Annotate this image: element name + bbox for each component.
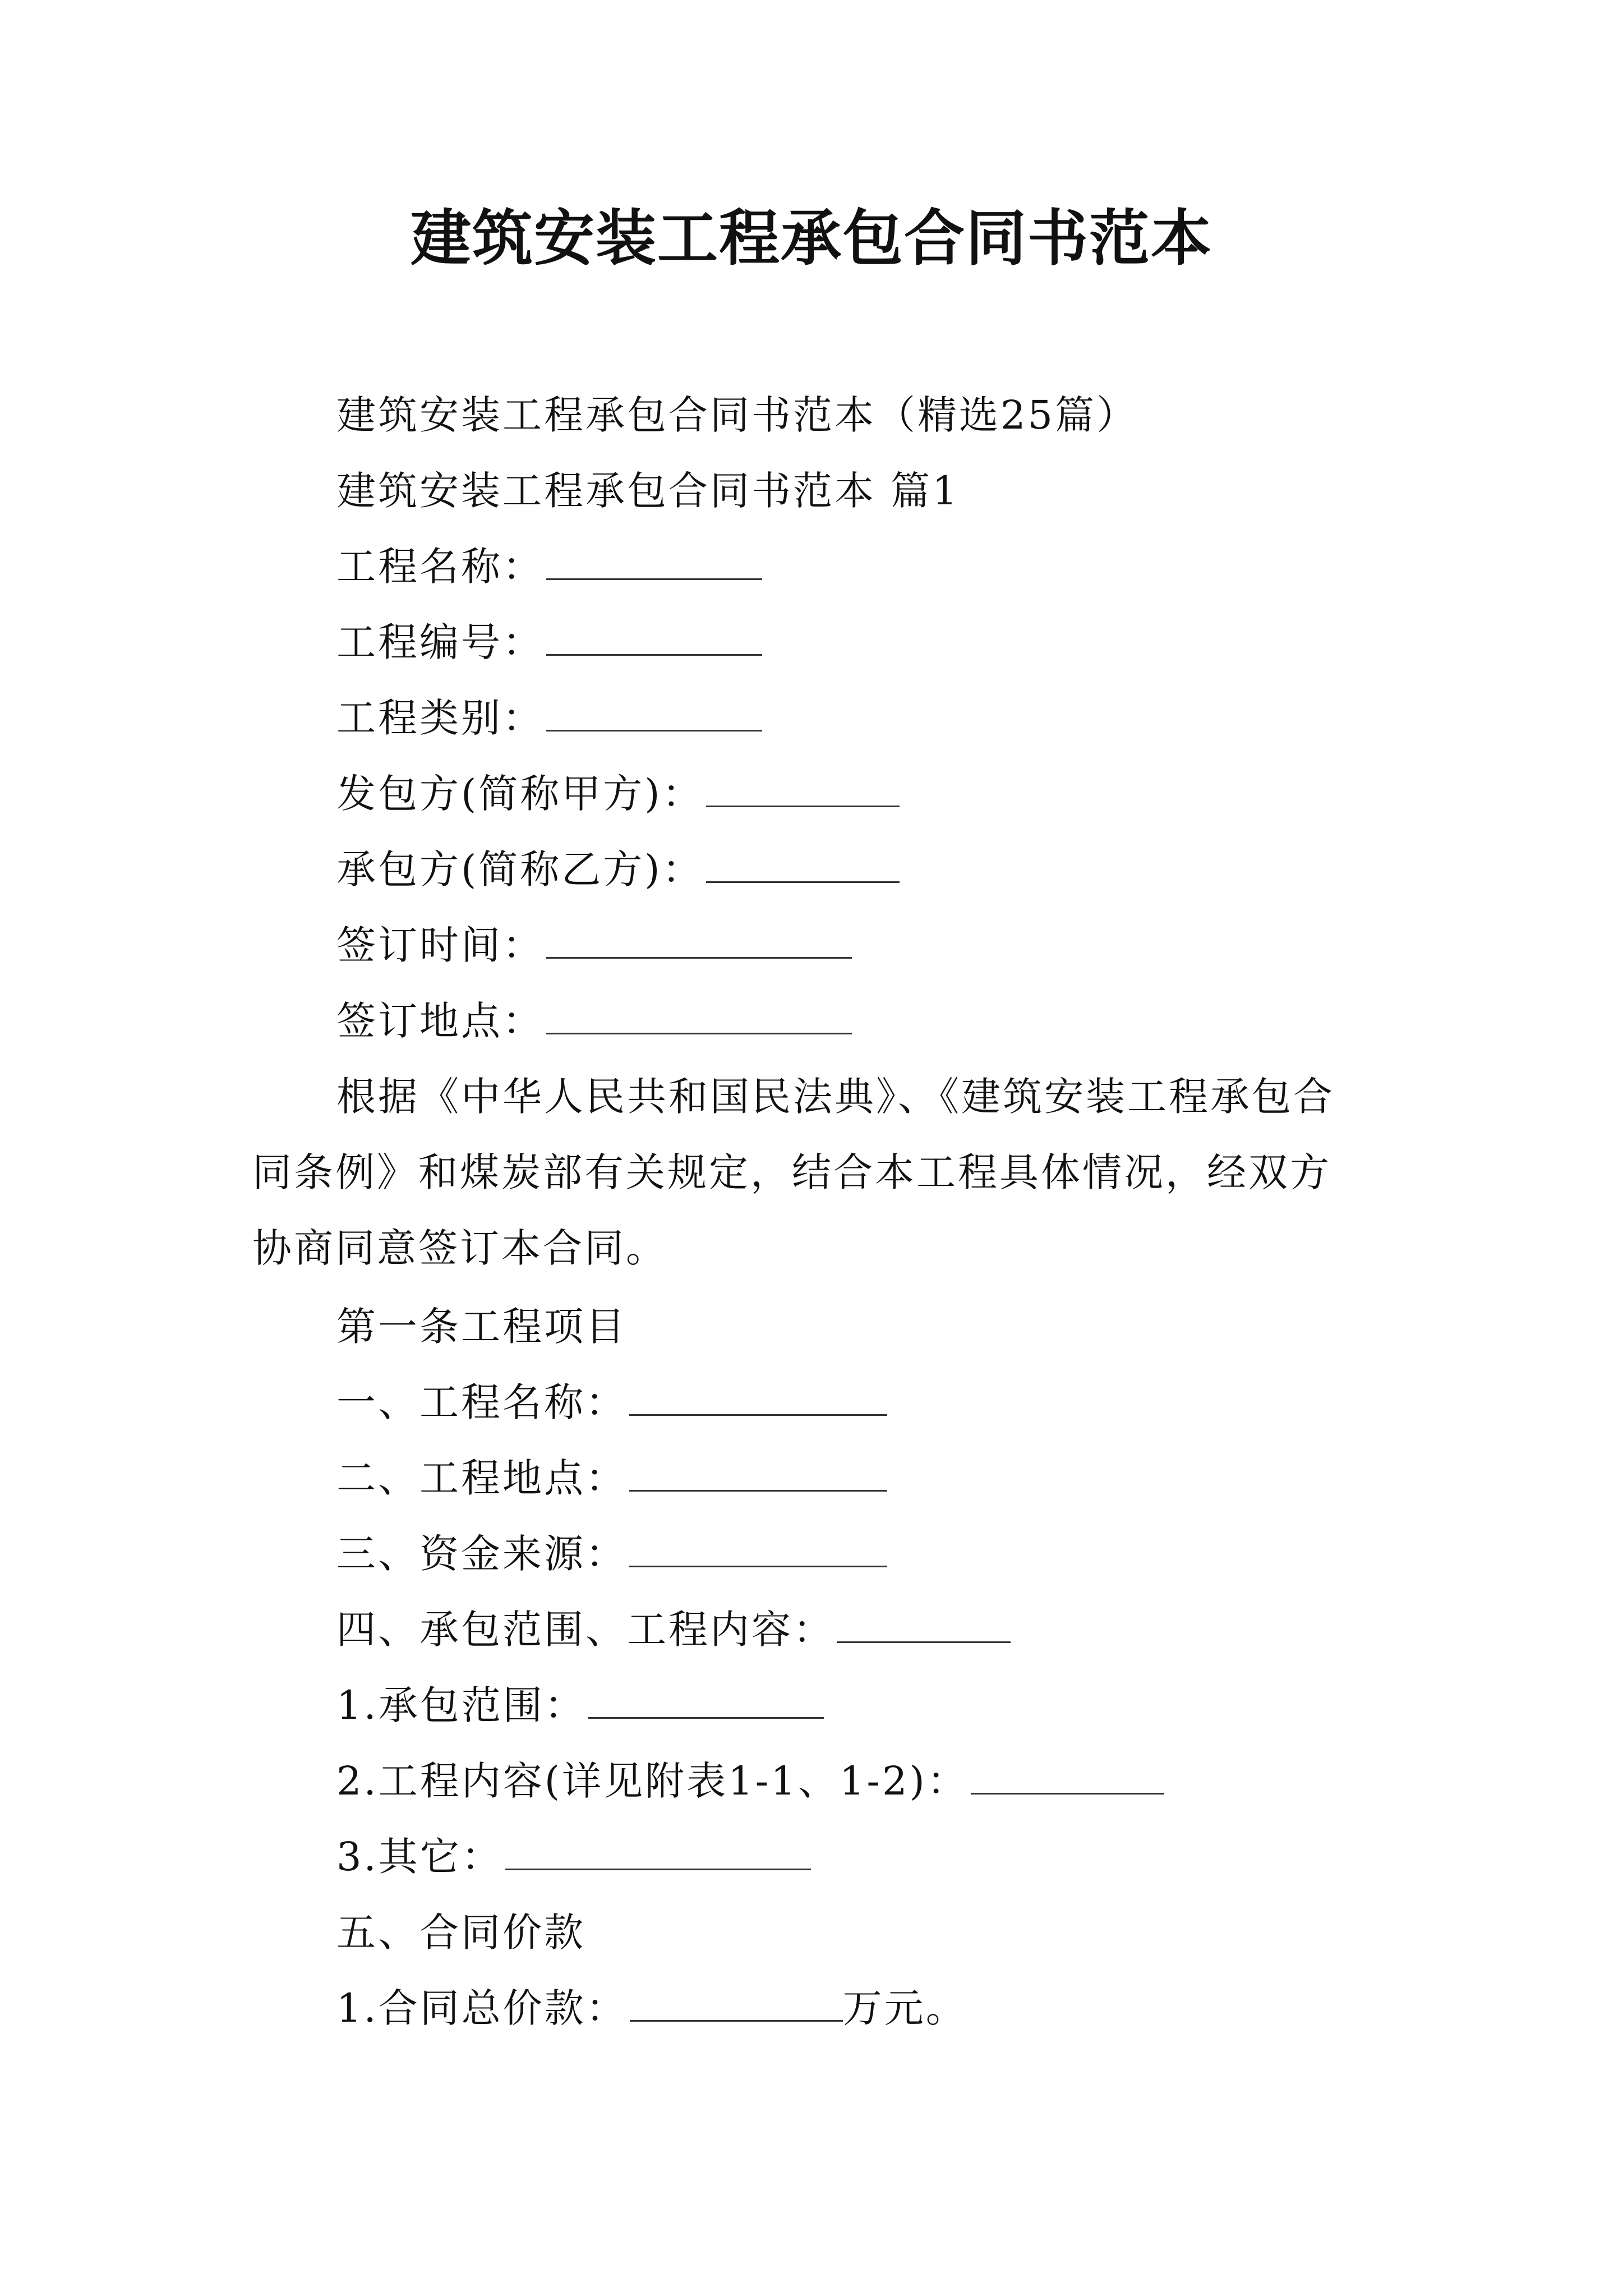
blank-line	[630, 1985, 843, 2022]
item-label: 二、工程地点：	[336, 1455, 627, 1501]
item-scope-content	[336, 1602, 1011, 1658]
blank-line	[629, 1379, 887, 1416]
field-label: 签订时间：	[336, 922, 544, 968]
intro-paragraph-line-1: 根据《中华人民共和国民法典》、《建筑安装工程承包合	[336, 1074, 1335, 1120]
intro-paragraph-line-2: 同条例》和煤炭部有关规定，结合本工程具体情况，经双方	[252, 1149, 1331, 1195]
item-label: 1.承包范围：	[336, 1682, 586, 1728]
blank-line	[588, 1682, 824, 1719]
blank-line	[505, 1834, 811, 1870]
total-unit: 万元。	[842, 1985, 967, 2031]
field-sign-place	[336, 993, 852, 1049]
item-label: 一、工程名称：	[336, 1379, 627, 1425]
item-fund-source	[336, 1526, 887, 1582]
blank-line	[971, 1758, 1164, 1795]
contract-total-price	[336, 1980, 967, 2036]
item-label: 四、承包范围、工程内容：	[336, 1607, 834, 1653]
field-project-category	[336, 690, 762, 746]
blank-line	[706, 771, 900, 807]
total-label: 1.合同总价款：	[336, 1985, 628, 2031]
blank-line	[837, 1607, 1011, 1643]
field-label: 工程名称：	[336, 544, 544, 590]
blank-line	[546, 998, 852, 1034]
blank-line	[706, 846, 900, 883]
field-project-name	[336, 539, 762, 595]
blank-line	[546, 922, 852, 959]
document-subtitle: 建筑安装工程承包合同书范本（精选25篇）	[336, 392, 1138, 438]
blank-line	[546, 619, 762, 656]
field-label: 发包方(简称甲方)：	[336, 771, 704, 817]
blank-line	[629, 1531, 887, 1567]
field-project-number	[336, 614, 762, 670]
section-heading: 建筑安装工程承包合同书范本 篇1	[336, 468, 960, 514]
item-label: 3.其它：	[336, 1834, 503, 1880]
item-project-location	[336, 1450, 887, 1506]
blank-line	[546, 544, 762, 580]
item-content	[336, 1753, 1164, 1809]
document-title: 建筑安装工程承包合同书范本	[410, 203, 1212, 274]
article-5-heading: 五、合同价款	[336, 1910, 585, 1955]
article-1-heading: 第一条工程项目	[336, 1304, 627, 1350]
item-scope	[336, 1677, 824, 1733]
field-sign-time	[336, 917, 852, 973]
intro-paragraph-line-3: 协商同意签订本合同。	[252, 1225, 667, 1271]
item-label: 三、资金来源：	[336, 1531, 627, 1577]
item-project-name	[336, 1374, 887, 1430]
item-other	[336, 1829, 811, 1885]
item-label: 2.工程内容(详见附表1-1、1-2)：	[336, 1758, 969, 1804]
field-party-b	[336, 841, 900, 898]
field-party-a	[336, 766, 900, 822]
blank-line	[546, 695, 762, 731]
field-label: 工程类别：	[336, 695, 544, 741]
blank-line	[629, 1455, 887, 1492]
field-label: 签订地点：	[336, 998, 544, 1044]
field-label: 承包方(简称乙方)：	[336, 846, 704, 892]
field-label: 工程编号：	[336, 619, 544, 665]
